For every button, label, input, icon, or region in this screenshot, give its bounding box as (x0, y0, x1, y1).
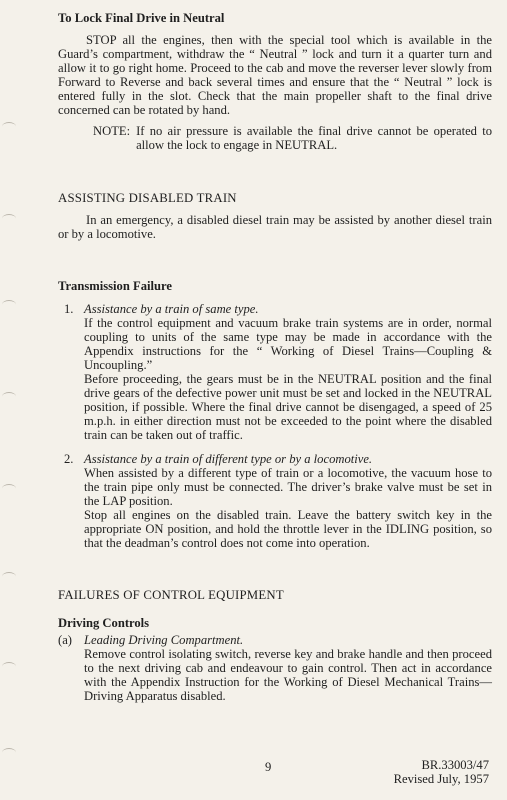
heading-transmission-failure: Transmission Failure (58, 279, 172, 293)
item-number: (a) (58, 633, 72, 647)
note-label: NOTE: (93, 124, 131, 138)
heading-driving-controls: Driving Controls (58, 616, 150, 630)
item-paragraph: If the control equipment and vacuum brake train systems are in order, normal coupling to units of the same type may be made in accordance with the Appendix instructions for the “ Working of Diesel Trains—Coupling & Uncoupling.” (84, 316, 492, 372)
reference-code: BR.33003/47 (421, 758, 489, 772)
page-number: 9 (265, 760, 272, 774)
heading-lock-final-drive: To Lock Final Drive in Neutral (58, 11, 225, 25)
paragraph-assisting: In an emergency, a disabled diesel train may be assisted by another diesel train or by a locomotive. (58, 213, 492, 241)
note-block (93, 124, 492, 152)
list-item (58, 452, 492, 550)
item-paragraph: Stop all engines on the disabled train. Leave the battery switch key in the appropriate ON position, and hold the throttle lever in the IDLING position, so that the deadman’s control does not come into operation. (84, 508, 492, 550)
item-number: 1. (64, 302, 74, 316)
note-text: If no air pressure is available the final drive cannot be operated to allow the lock to engage in NEUTRAL. (136, 124, 492, 152)
document-reference (394, 758, 489, 786)
paragraph-lock-final-drive: STOP all the engines, then with the special tool which is available in the Guard’s compartment, withdraw the “ Neutral ” lock and turn it a quarter turn and allow it to go right home. Proceed to the cab and move the reverser lever slowly from Forward to Reverse and back several times and ensure that the “ Neutral ” lock is entered fully in the slot. Check that the main propeller shaft to the final drive concerned can be rotated by hand. (58, 33, 492, 117)
heading-failures-control-equipment: FAILURES OF CONTROL EQUIPMENT (58, 588, 284, 602)
item-number: 2. (64, 452, 74, 466)
list-item (58, 302, 492, 442)
item-title: Leading Driving Compartment. (84, 633, 244, 647)
page-content (58, 10, 492, 703)
heading-assisting-disabled-train: ASSISTING DISABLED TRAIN (58, 191, 237, 205)
item-paragraph: When assisted by a different type of train or a locomotive, the vacuum hose to the train pipe only must be connected. The driver’s brake valve must be set in the LAP position. (84, 466, 492, 508)
item-title: Assistance by a train of same type. (84, 302, 259, 316)
list-item (58, 633, 492, 703)
item-paragraph: Remove control isolating switch, reverse key and brake handle and then proceed to the next driving cab and endeavour to gain control. Then act in accordance with the Appendix Instruction for the Working of Diesel Mechanical Trains—Driving Apparatus disabled. (84, 647, 492, 703)
item-title: Assistance by a train of different type or by a locomotive. (84, 452, 373, 466)
revision-date: Revised July, 1957 (393, 772, 489, 786)
item-paragraph: Before proceeding, the gears must be in the NEUTRAL position and the final drive gears of the defective power unit must be set and locked in the NEUTRAL position, if possible. Where the final drive cannot be disengaged, a speed of 25 m.p.h. in either direction must not be exceeded to the point where the disabled train can be taken out of traffic. (84, 372, 492, 442)
